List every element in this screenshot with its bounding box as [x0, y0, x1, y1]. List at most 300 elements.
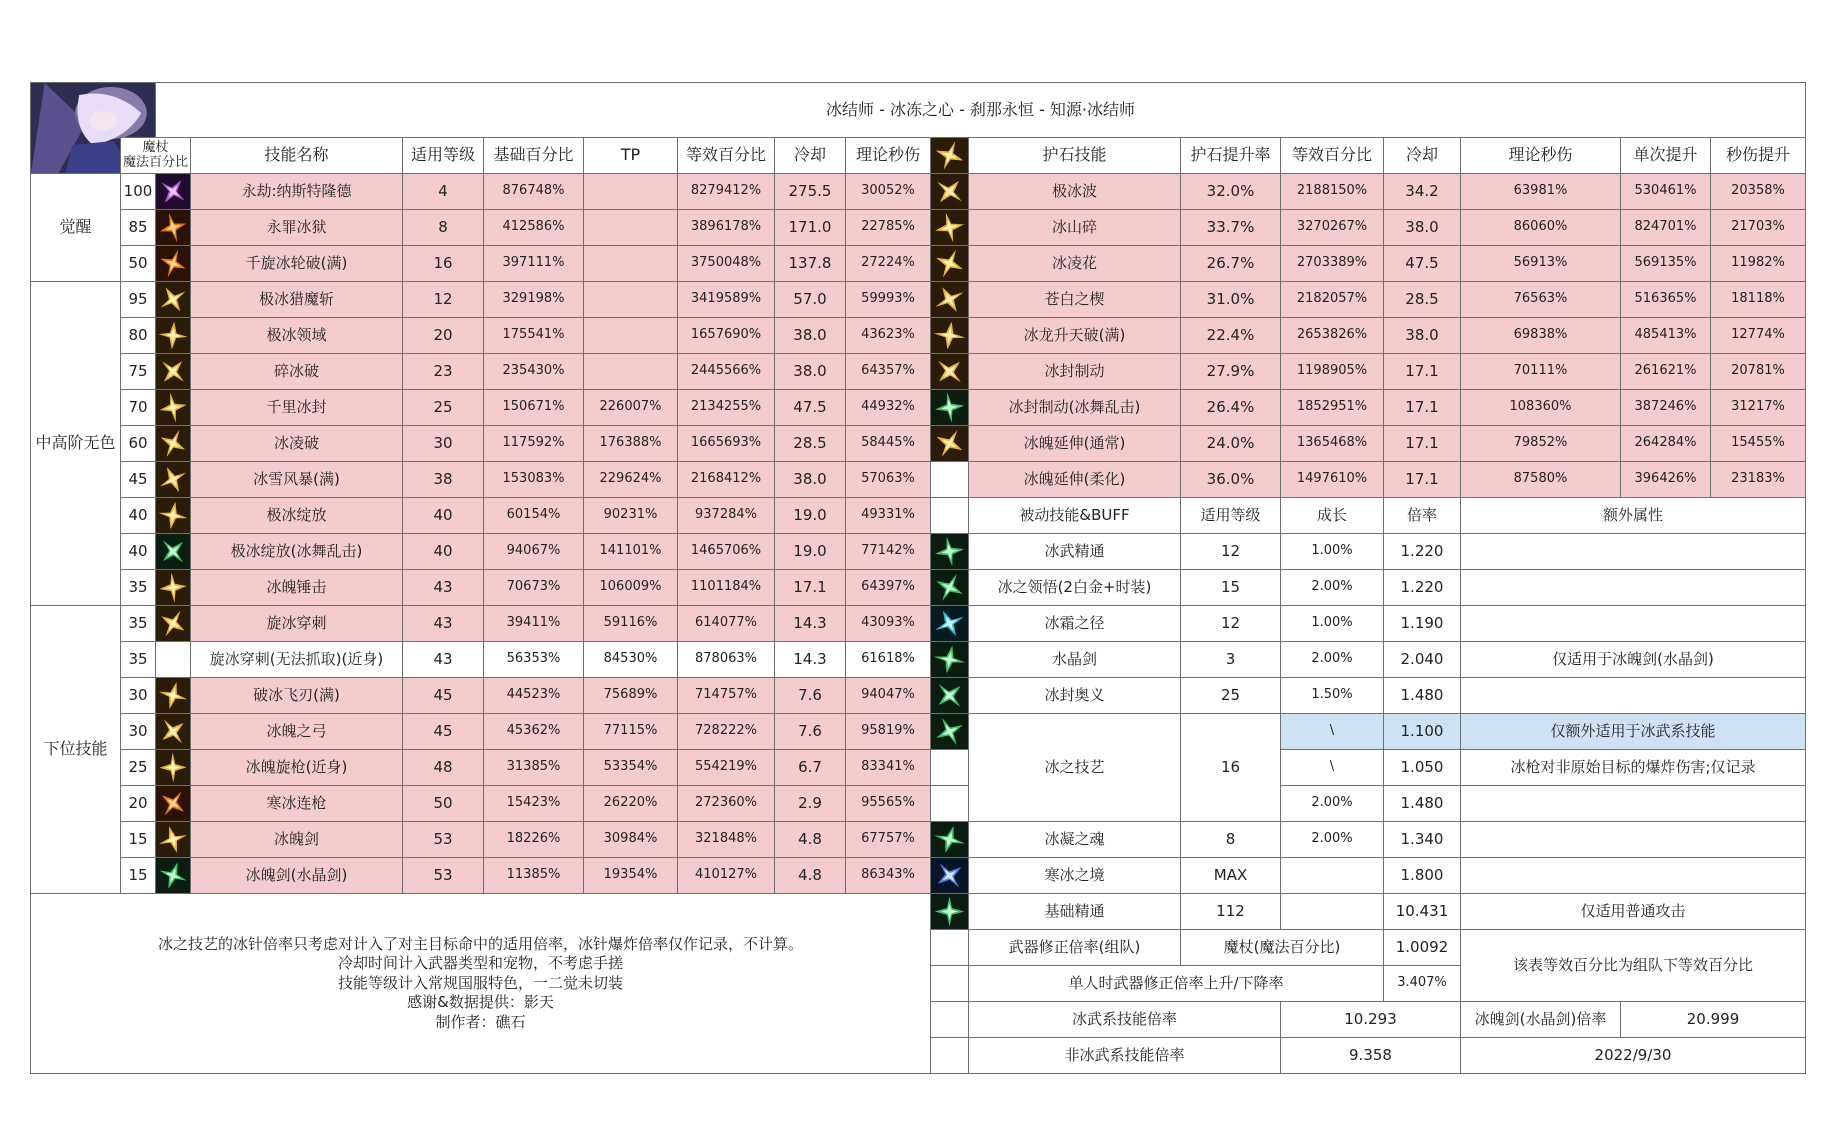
skill-level: 12 — [402, 281, 484, 318]
skill-sp: 35 — [120, 569, 156, 606]
skill-sp: 60 — [120, 425, 156, 462]
skill-cd: 19.0 — [774, 497, 846, 534]
skill-base: 18226% — [483, 821, 584, 858]
weapon-note: 该表等效百分比为组队下等效百分比 — [1460, 929, 1806, 1002]
ice-brake-dance-icon — [930, 389, 969, 426]
skill-cd: 19.0 — [774, 533, 846, 570]
talisman-dps-up: 18118% — [1710, 281, 1806, 318]
skill-base: 235430% — [483, 353, 584, 390]
ice-hammer-icon — [155, 569, 191, 606]
skill-level: 4 — [402, 173, 484, 210]
talisman-dps: 69838% — [1460, 317, 1621, 354]
empty-icon-slot — [930, 461, 969, 498]
ice-art-growth: \ — [1280, 749, 1384, 786]
talisman-name: 冰山碎 — [968, 209, 1181, 246]
header-cd: 冷却 — [774, 137, 846, 174]
passive-extra — [1460, 821, 1806, 858]
weapon-correction-value: 1.0092 — [1383, 929, 1461, 966]
purple-ice-sigil-icon — [155, 173, 191, 210]
notes-block — [30, 893, 931, 1074]
skill-tp: 77115% — [583, 713, 678, 750]
passive-mult: 10.431 — [1383, 893, 1461, 930]
basic-mastery-icon — [930, 893, 969, 930]
skill-level: 40 — [402, 533, 484, 570]
talisman-rate: 33.7% — [1180, 209, 1281, 246]
passive-growth: 2.00% — [1280, 821, 1384, 858]
skill-cd: 17.1 — [774, 569, 846, 606]
skill-name: 千里冰封 — [190, 389, 403, 426]
ice-skill-mult-label: 冰武系技能倍率 — [968, 1001, 1281, 1038]
talisman-equiv: 3270267% — [1280, 209, 1384, 246]
solo-weapon-value: 3.407% — [1383, 965, 1461, 1002]
note-line: 技能等级计入常规国服特色，一二觉未切装 — [337, 973, 623, 992]
blizzard-icon — [155, 461, 191, 498]
header-talisman-dps_up: 秒伤提升 — [1710, 137, 1806, 174]
header-talisman-dps: 理论秒伤 — [1460, 137, 1621, 174]
skill-equiv: 937284% — [677, 497, 775, 534]
skill-sp: 40 — [120, 497, 156, 534]
skill-equiv: 878063% — [677, 641, 775, 678]
passive-level: 3 — [1180, 641, 1281, 678]
skill-level: 48 — [402, 749, 484, 786]
ice-skill-mult-value: 10.293 — [1280, 1001, 1461, 1038]
skill-cd: 57.0 — [774, 281, 846, 318]
talisman-single: 530461% — [1620, 173, 1711, 210]
skill-base: 412586% — [483, 209, 584, 246]
sheet-title: 冰结师 - 冰冻之心 - 刹那永恒 - 知源·冰结师 — [155, 82, 1806, 138]
talisman-rate: 32.0% — [1180, 173, 1281, 210]
skill-dps: 64357% — [845, 353, 931, 390]
ice-extend-icon — [930, 425, 969, 462]
crystal-sword-icon — [155, 857, 191, 894]
ice-art-level: 16 — [1180, 713, 1281, 822]
skill-base: 70673% — [483, 569, 584, 606]
talisman-dps-up: 15455% — [1710, 425, 1806, 462]
skill-tp: 26220% — [583, 785, 678, 822]
group-label: 下位技能 — [30, 605, 121, 894]
talisman-rate: 31.0% — [1180, 281, 1281, 318]
talisman-dps-up: 20358% — [1710, 173, 1806, 210]
passive-mult: 1.480 — [1383, 677, 1461, 714]
skill-equiv: 2445566% — [677, 353, 775, 390]
skill-cd: 38.0 — [774, 317, 846, 354]
skill-level: 8 — [402, 209, 484, 246]
skill-tp — [583, 353, 678, 390]
skill-dps: 49331% — [845, 497, 931, 534]
skill-tp — [583, 173, 678, 210]
note-line: 感谢&数据提供：影天 — [407, 993, 554, 1012]
passive-level: 12 — [1180, 533, 1281, 570]
skill-sp: 45 — [120, 461, 156, 498]
passive-extra: 仅适用于冰魄剑(水晶剑) — [1460, 641, 1806, 678]
talisman-equiv: 2703389% — [1280, 245, 1384, 282]
ice-art-icon — [930, 713, 969, 750]
skill-cd: 4.8 — [774, 821, 846, 858]
skill-equiv: 8279412% — [677, 173, 775, 210]
ice-sword-icon — [155, 821, 191, 858]
talisman-rate: 26.4% — [1180, 389, 1281, 426]
skill-sp: 15 — [120, 857, 156, 894]
ice-shatter-icon — [155, 353, 191, 390]
skill-base: 397111% — [483, 245, 584, 282]
skill-equiv: 3896178% — [677, 209, 775, 246]
header-passive-growth: 成长 — [1280, 497, 1384, 534]
skill-tp: 53354% — [583, 749, 678, 786]
ice-art-extra: 仅额外适用于冰武系技能 — [1460, 713, 1806, 750]
skill-dps: 61618% — [845, 641, 931, 678]
ice-weapon-mastery-icon — [930, 533, 969, 570]
solo-weapon-label: 单人时武器修正倍率上升/下降率 — [968, 965, 1384, 1002]
skill-tp: 30984% — [583, 821, 678, 858]
skill-base: 31385% — [483, 749, 584, 786]
skill-equiv: 321848% — [677, 821, 775, 858]
skill-tp — [583, 209, 678, 246]
skill-name: 破冰飞刃(满) — [190, 677, 403, 714]
sheet-date: 2022/9/30 — [1460, 1037, 1806, 1074]
passive-level: 25 — [1180, 677, 1281, 714]
skill-cd: 38.0 — [774, 353, 846, 390]
passive-growth: 2.00% — [1280, 569, 1384, 606]
skill-name: 冰魄剑 — [190, 821, 403, 858]
skill-equiv: 554219% — [677, 749, 775, 786]
skill-cd: 137.8 — [774, 245, 846, 282]
ice-wave-icon — [930, 173, 969, 210]
talisman-cd: 34.2 — [1383, 173, 1461, 210]
skill-equiv: 1101184% — [677, 569, 775, 606]
talisman-rate: 26.7% — [1180, 245, 1281, 282]
passive-mult: 1.190 — [1383, 605, 1461, 642]
non-ice-mult-label: 非冰武系技能倍率 — [968, 1037, 1281, 1074]
chain-spear-icon — [155, 785, 191, 822]
group-label: 中高阶无色 — [30, 281, 121, 606]
talisman-dps: 79852% — [1460, 425, 1621, 462]
skill-level: 45 — [402, 677, 484, 714]
talisman-dps: 63981% — [1460, 173, 1621, 210]
passive-name: 水晶剑 — [968, 641, 1181, 678]
passive-mult: 1.800 — [1383, 857, 1461, 894]
skill-level: 43 — [402, 641, 484, 678]
skill-cd: 38.0 — [774, 461, 846, 498]
ice-domain-icon — [155, 317, 191, 354]
talisman-dps-up: 21703% — [1710, 209, 1806, 246]
talisman-single: 516365% — [1620, 281, 1711, 318]
passive-name: 冰封奥义 — [968, 677, 1181, 714]
skill-level: 53 — [402, 857, 484, 894]
ice-slash-icon — [155, 281, 191, 318]
talisman-cd: 28.5 — [1383, 281, 1461, 318]
talisman-single: 569135% — [1620, 245, 1711, 282]
talisman-dps: 70111% — [1460, 353, 1621, 390]
talisman-equiv: 1497610% — [1280, 461, 1384, 498]
skill-dps: 43093% — [845, 605, 931, 642]
header-talisman-cd: 冷却 — [1383, 137, 1461, 174]
passive-name: 冰凝之魂 — [968, 821, 1181, 858]
talisman-rate: 24.0% — [1180, 425, 1281, 462]
skill-dps: 43623% — [845, 317, 931, 354]
passive-name: 基础精通 — [968, 893, 1181, 930]
skill-name: 旋冰穿刺 — [190, 605, 403, 642]
talisman-single: 824701% — [1620, 209, 1711, 246]
passive-level: 15 — [1180, 569, 1281, 606]
header-talisman-single: 单次提升 — [1620, 137, 1711, 174]
ice-brake-icon — [930, 353, 969, 390]
empty-icon-slot — [930, 1001, 969, 1038]
skill-equiv: 1665693% — [677, 425, 775, 462]
skill-tp — [583, 317, 678, 354]
talisman-dps: 87580% — [1460, 461, 1621, 498]
passive-mult: 1.220 — [1383, 569, 1461, 606]
header-weapon-top: 魔杖 — [142, 139, 169, 155]
skill-name: 极冰猎魔斩 — [190, 281, 403, 318]
skill-dps: 59993% — [845, 281, 931, 318]
skill-dps: 95565% — [845, 785, 931, 822]
empty-icon-slot — [930, 1037, 969, 1074]
skill-base: 15423% — [483, 785, 584, 822]
passive-name: 冰之领悟(2白金+时装) — [968, 569, 1181, 606]
skill-name: 冰凌破 — [190, 425, 403, 462]
skill-equiv: 3750048% — [677, 245, 775, 282]
talisman-name: 冰魄延伸(柔化) — [968, 461, 1181, 498]
talisman-single: 261621% — [1620, 353, 1711, 390]
iceberg-icon — [930, 209, 969, 246]
ice-flower-icon — [930, 245, 969, 282]
ice-soul-icon — [930, 821, 969, 858]
ice-art-growth: 2.00% — [1280, 785, 1384, 822]
skill-name: 千旋冰轮破(满) — [190, 245, 403, 282]
skill-level: 50 — [402, 785, 484, 822]
header-talisman-name: 护石技能 — [968, 137, 1181, 174]
passive-name: 寒冰之境 — [968, 857, 1181, 894]
header-name: 技能名称 — [190, 137, 403, 174]
skill-name: 永劫:纳斯特隆德 — [190, 173, 403, 210]
skill-tp: 75689% — [583, 677, 678, 714]
passive-extra — [1460, 569, 1806, 606]
talisman-equiv: 1198905% — [1280, 353, 1384, 390]
skill-tp: 176388% — [583, 425, 678, 462]
skill-name: 冰魄剑(水晶剑) — [190, 857, 403, 894]
passive-level: 112 — [1180, 893, 1281, 930]
note-line: 冷却时间计入武器类型和宠物，不考虑手搓 — [337, 954, 623, 973]
skill-level: 23 — [402, 353, 484, 390]
ice-spear-icon — [155, 749, 191, 786]
skill-dps: 30052% — [845, 173, 931, 210]
skill-sp: 20 — [120, 785, 156, 822]
skill-base: 153083% — [483, 461, 584, 498]
ice-art-mult: 1.100 — [1383, 713, 1461, 750]
header-weapon-bottom: 魔法百分比 — [122, 154, 188, 170]
spinning-pierce-icon — [155, 605, 191, 642]
talisman-rate: 36.0% — [1180, 461, 1281, 498]
passive-growth — [1280, 893, 1384, 930]
passive-name: 冰武精通 — [968, 533, 1181, 570]
skill-cd: 14.3 — [774, 641, 846, 678]
ice-wheel-icon — [155, 245, 191, 282]
talisman-dps-up: 12774% — [1710, 317, 1806, 354]
passive-mult: 1.220 — [1383, 533, 1461, 570]
empty-icon-slot — [930, 497, 969, 534]
passive-name: 冰霜之径 — [968, 605, 1181, 642]
talisman-name: 极冰波 — [968, 173, 1181, 210]
skill-base: 45362% — [483, 713, 584, 750]
crystal-sword-mult-label: 冰魄剑(水晶剑)倍率 — [1460, 1001, 1621, 1038]
skill-base: 175541% — [483, 317, 584, 354]
talisman-equiv: 2182057% — [1280, 281, 1384, 318]
skill-base: 876748% — [483, 173, 584, 210]
talisman-cd: 17.1 — [1383, 425, 1461, 462]
ice-art-extra: 冰枪对非原始目标的爆炸伤害;仅记录 — [1460, 749, 1806, 786]
empty-icon-slot — [155, 641, 191, 678]
passive-growth: 1.00% — [1280, 605, 1384, 642]
header-base: 基础百分比 — [483, 137, 584, 174]
skill-name: 碎冰破 — [190, 353, 403, 390]
talisman-name: 苍白之楔 — [968, 281, 1181, 318]
skill-level: 43 — [402, 605, 484, 642]
skill-level: 40 — [402, 497, 484, 534]
skill-level: 38 — [402, 461, 484, 498]
skill-equiv: 1657690% — [677, 317, 775, 354]
skill-tp — [583, 281, 678, 318]
talisman-dps: 108360% — [1460, 389, 1621, 426]
skill-cd: 47.5 — [774, 389, 846, 426]
skill-sp: 85 — [120, 209, 156, 246]
skill-sp: 70 — [120, 389, 156, 426]
passive-level: MAX — [1180, 857, 1281, 894]
skill-sp: 80 — [120, 317, 156, 354]
skill-sp: 75 — [120, 353, 156, 390]
skill-base: 117592% — [483, 425, 584, 462]
talisman-equiv: 1852951% — [1280, 389, 1384, 426]
skill-name: 寒冰连枪 — [190, 785, 403, 822]
skill-tp: 84530% — [583, 641, 678, 678]
skill-cd: 171.0 — [774, 209, 846, 246]
talisman-cd: 17.1 — [1383, 461, 1461, 498]
group-label: 觉醒 — [30, 173, 121, 282]
talisman-single: 264284% — [1620, 425, 1711, 462]
talisman-dps-up: 11982% — [1710, 245, 1806, 282]
ice-art-mult: 1.480 — [1383, 785, 1461, 822]
skill-dps: 94047% — [845, 677, 931, 714]
skill-level: 25 — [402, 389, 484, 426]
talisman-single: 485413% — [1620, 317, 1711, 354]
skill-dps: 77142% — [845, 533, 931, 570]
ice-art-growth: \ — [1280, 713, 1384, 750]
skill-tp: 19354% — [583, 857, 678, 894]
skill-name: 旋冰穿刺(无法抓取)(近身) — [190, 641, 403, 678]
skill-dps: 58445% — [845, 425, 931, 462]
talisman-cd: 17.1 — [1383, 389, 1461, 426]
talisman-dps-up: 31217% — [1710, 389, 1806, 426]
skill-sp: 95 — [120, 281, 156, 318]
skill-equiv: 1465706% — [677, 533, 775, 570]
talisman-equiv: 1365468% — [1280, 425, 1384, 462]
skill-dps: 95819% — [845, 713, 931, 750]
header-passive-extra: 额外属性 — [1460, 497, 1806, 534]
passive-level: 12 — [1180, 605, 1281, 642]
skill-name: 永罪冰狱 — [190, 209, 403, 246]
skill-sp: 50 — [120, 245, 156, 282]
ice-art-mult: 1.050 — [1383, 749, 1461, 786]
passive-mult: 2.040 — [1383, 641, 1461, 678]
header-weapon-percent — [120, 137, 191, 174]
skill-cd: 6.7 — [774, 749, 846, 786]
talisman-name: 冰封制动(冰舞乱击) — [968, 389, 1181, 426]
skill-equiv: 728222% — [677, 713, 775, 750]
skill-level: 20 — [402, 317, 484, 354]
skill-name: 极冰领域 — [190, 317, 403, 354]
skill-name: 冰雪风暴(满) — [190, 461, 403, 498]
note-line: 冰之技艺的冰针倍率只考虑对计入了对主目标命中的适用倍率，冰针爆炸倍率仅作记录，不计算。 — [157, 934, 803, 953]
skill-sp: 30 — [120, 677, 156, 714]
passive-extra: 仅适用普通攻击 — [1460, 893, 1806, 930]
ice-insight-icon — [930, 569, 969, 606]
talisman-single: 387246% — [1620, 389, 1711, 426]
crystal-sword-mult-value: 20.999 — [1620, 1001, 1806, 1038]
ice-bow-icon — [155, 713, 191, 750]
passive-extra — [1460, 677, 1806, 714]
skill-sp: 25 — [120, 749, 156, 786]
ice-art-name: 冰之技艺 — [968, 713, 1181, 822]
talisman-name: 冰封制动 — [968, 353, 1181, 390]
skill-sp: 35 — [120, 605, 156, 642]
note-line: 制作者：礁石 — [435, 1012, 526, 1031]
skill-tp: 59116% — [583, 605, 678, 642]
skill-dps: 86343% — [845, 857, 931, 894]
empty-icon-slot — [930, 929, 969, 966]
talisman-equiv: 2653826% — [1280, 317, 1384, 354]
skill-tp: 141101% — [583, 533, 678, 570]
talisman-dps-up: 23183% — [1710, 461, 1806, 498]
icicle-burst-icon — [155, 425, 191, 462]
talisman-dps: 56913% — [1460, 245, 1621, 282]
header-passive-name: 被动技能&BUFF — [968, 497, 1181, 534]
skill-base: 329198% — [483, 281, 584, 318]
skill-name: 冰魄旋枪(近身) — [190, 749, 403, 786]
non-ice-mult-value: 9.358 — [1280, 1037, 1461, 1074]
ice-bloom-icon — [155, 497, 191, 534]
empty-icon-slot — [930, 785, 969, 822]
crystal-blade-icon — [930, 641, 969, 678]
frozen-secret-icon — [930, 677, 969, 714]
skill-equiv: 614077% — [677, 605, 775, 642]
pale-wedge-icon — [930, 281, 969, 318]
skill-cd: 7.6 — [774, 713, 846, 750]
header-talisman-rate: 护石提升率 — [1180, 137, 1281, 174]
skill-dps: 22785% — [845, 209, 931, 246]
talisman-cd: 38.0 — [1383, 317, 1461, 354]
skill-base: 56353% — [483, 641, 584, 678]
skill-dps: 44932% — [845, 389, 931, 426]
skill-name: 极冰绽放(冰舞乱击) — [190, 533, 403, 570]
skill-sp: 30 — [120, 713, 156, 750]
weapon-correction-label: 武器修正倍率(组队) — [968, 929, 1181, 966]
talisman-cd: 17.1 — [1383, 353, 1461, 390]
skill-level: 16 — [402, 245, 484, 282]
passive-growth: 2.00% — [1280, 641, 1384, 678]
skill-cd: 2.9 — [774, 785, 846, 822]
passive-extra — [1460, 605, 1806, 642]
ice-art-extra — [1460, 785, 1806, 822]
ice-blade-icon — [155, 677, 191, 714]
talisman-rate: 27.9% — [1180, 353, 1281, 390]
header-level: 适用等级 — [402, 137, 484, 174]
talisman-cd: 47.5 — [1383, 245, 1461, 282]
skill-base: 11385% — [483, 857, 584, 894]
skill-tp: 106009% — [583, 569, 678, 606]
skill-equiv: 714757% — [677, 677, 775, 714]
skill-dps: 83341% — [845, 749, 931, 786]
passive-level: 8 — [1180, 821, 1281, 858]
header-tp: TP — [583, 137, 678, 174]
